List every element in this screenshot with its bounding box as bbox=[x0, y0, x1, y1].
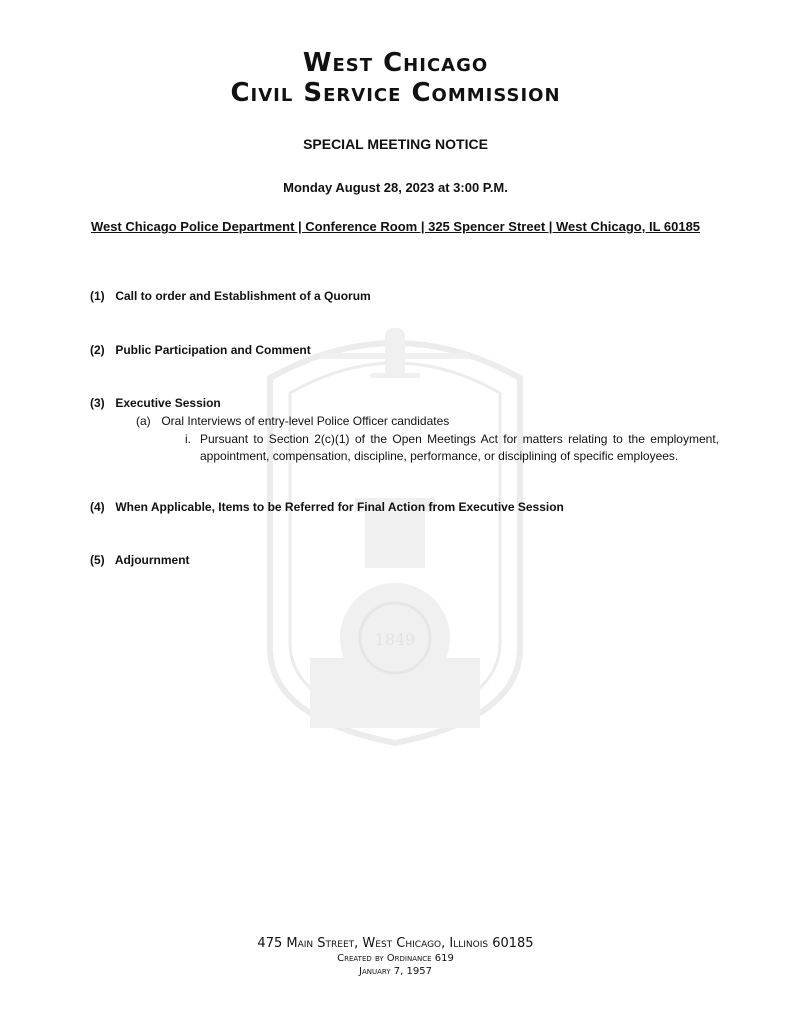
agenda-item-4 bbox=[90, 500, 564, 514]
city-seal-watermark bbox=[250, 318, 540, 748]
agenda-item-number: (3) bbox=[90, 396, 105, 410]
agenda-item-3 bbox=[90, 396, 221, 410]
notice-heading: SPECIAL MEETING NOTICE bbox=[303, 136, 488, 152]
subitem-label: Oral Interviews of entry-level Police Officer candidates bbox=[161, 414, 450, 428]
agenda-item-1 bbox=[90, 289, 371, 303]
footer-address: 475 Main Street, West Chicago, Illinois 60185 bbox=[257, 936, 534, 951]
agenda-item-label: Executive Session bbox=[115, 396, 221, 410]
footer-ordinance: Created by Ordinance 619 bbox=[337, 953, 454, 964]
subsubitem-number: i. bbox=[185, 432, 191, 446]
title-line-1: West Chicago bbox=[302, 48, 489, 78]
seal-year: 1849 bbox=[374, 630, 416, 649]
agenda-subsubitem-i bbox=[185, 431, 719, 465]
agenda-item-2 bbox=[90, 343, 311, 357]
title-line-2: Civil Service Commission bbox=[230, 78, 561, 108]
subitem-number: (a) bbox=[136, 414, 151, 428]
agenda-item-number: (4) bbox=[90, 500, 105, 514]
agenda-item-5 bbox=[90, 553, 190, 567]
meeting-location: West Chicago Police Department | Conference Room | 325 Spencer Street | West Chicago, IL 60185 bbox=[90, 219, 701, 234]
meeting-date: Monday August 28, 2023 at 3:00 P.M. bbox=[283, 180, 508, 195]
subsubitem-label: Pursuant to Section 2(c)(1) of the Open Meetings Act for matters relating to the employment, appointment, compensation, discipline, performance, or disciplining of specific employees. bbox=[200, 432, 719, 463]
agenda-item-number: (2) bbox=[90, 343, 105, 357]
agenda-item-label: Call to order and Establishment of a Quorum bbox=[115, 289, 371, 303]
agenda-item-label: Public Participation and Comment bbox=[115, 343, 311, 357]
agenda-item-label: When Applicable, Items to be Referred for Final Action from Executive Session bbox=[115, 500, 564, 514]
commission-title bbox=[0, 48, 791, 108]
agenda-subitem-a bbox=[136, 414, 449, 428]
agenda-item-label: Adjournment bbox=[114, 553, 190, 567]
agenda-item-number: (5) bbox=[90, 553, 105, 567]
footer-date: January 7, 1957 bbox=[359, 966, 432, 977]
agenda-item-number: (1) bbox=[90, 289, 105, 303]
